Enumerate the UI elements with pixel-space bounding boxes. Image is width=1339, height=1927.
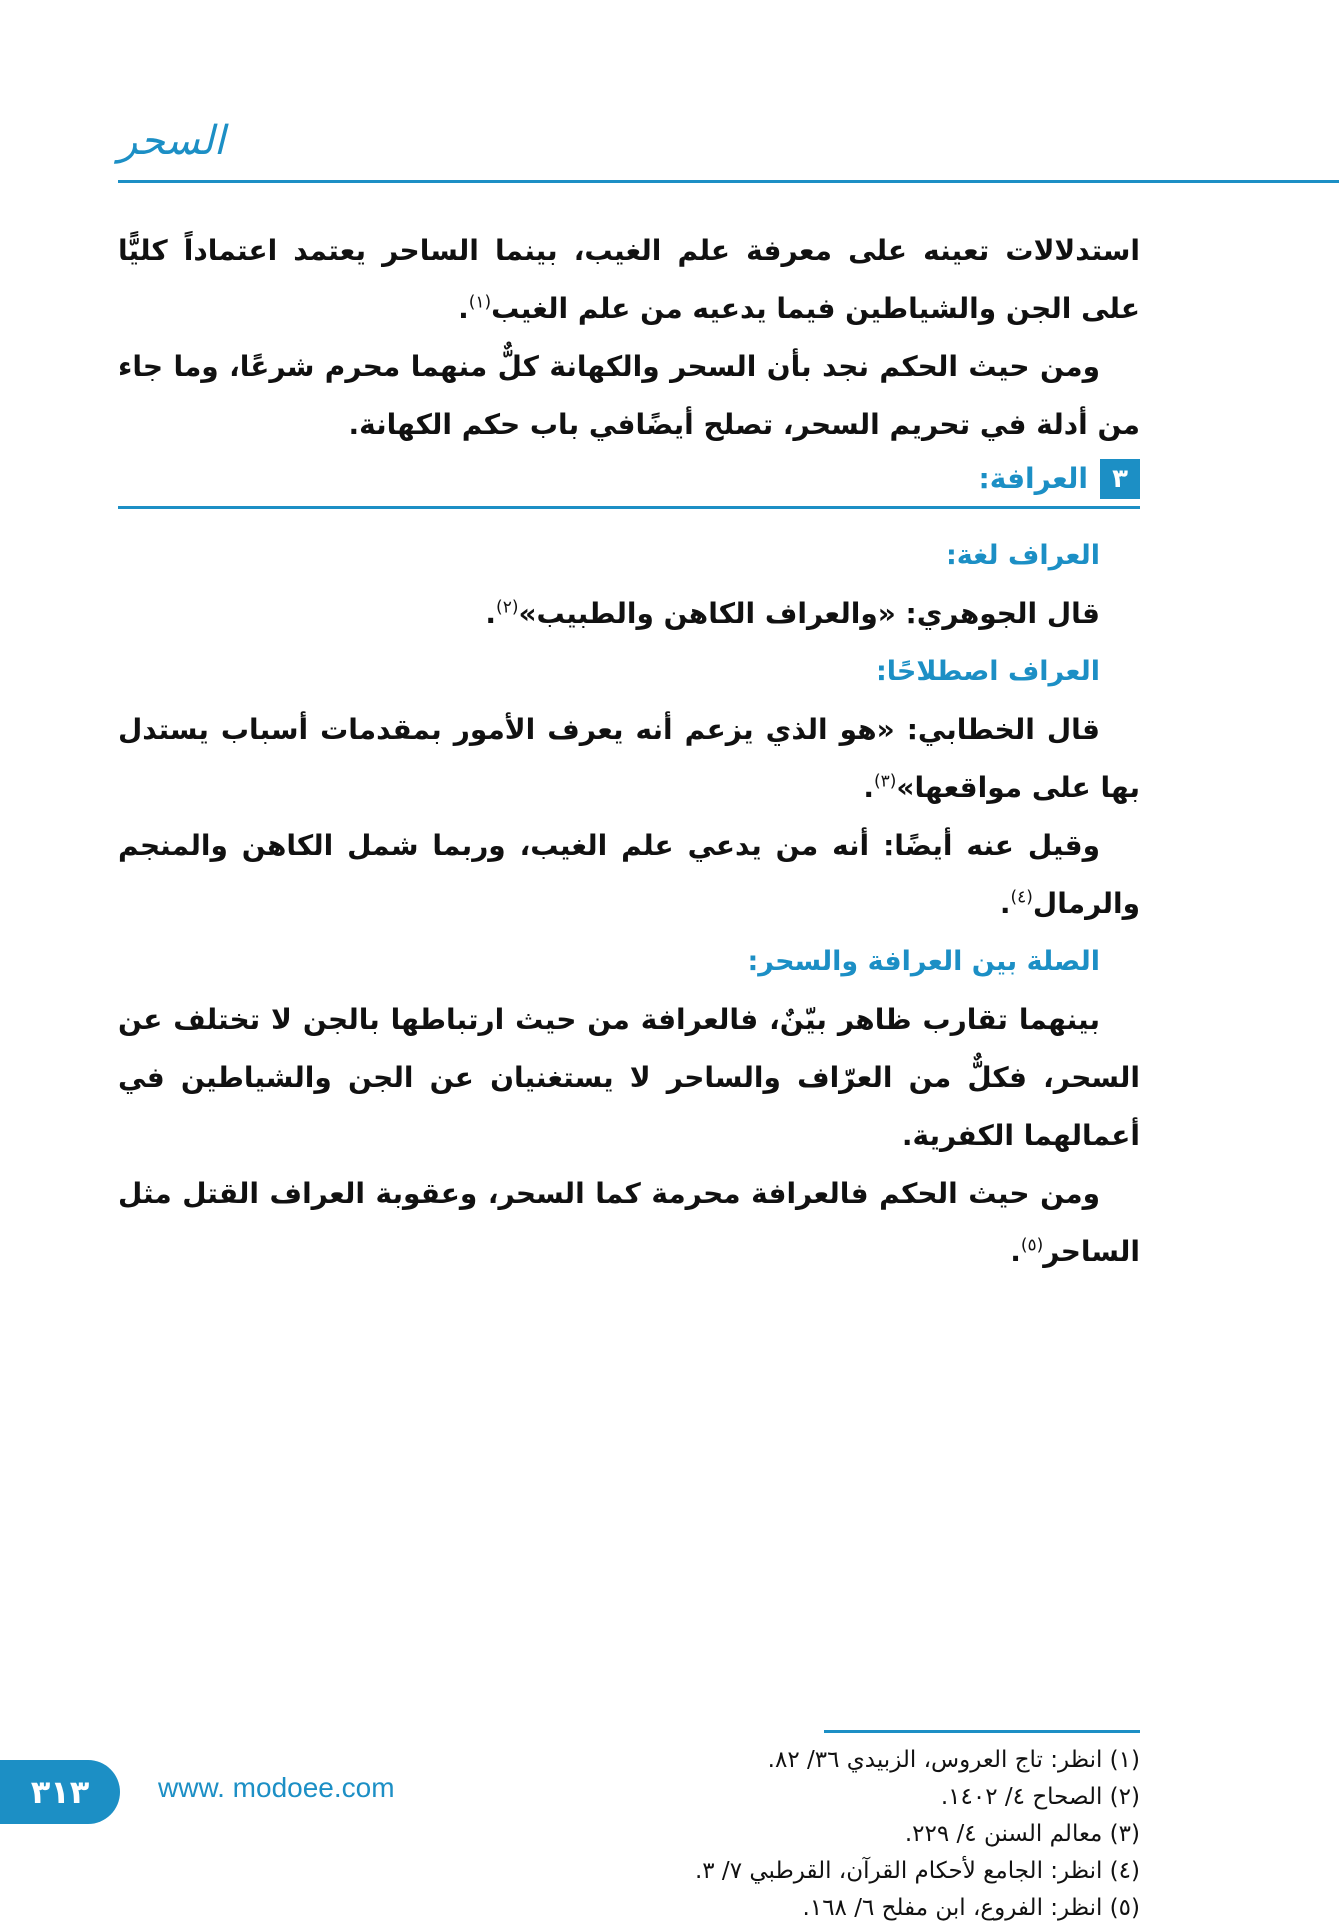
lang-def-text: قال الجوهري: «والعراف الكاهن والطبيب»	[518, 597, 1100, 630]
section-heading	[118, 456, 1140, 502]
section-number-badge: ٣	[1100, 459, 1140, 499]
footnote-item: (١) انظر: تاج العروس، الزبيدي ٣٦/ ٨٢.	[767, 1747, 1140, 1773]
section-label: العرافة:	[978, 462, 1088, 495]
paragraph-term-def: قال الخطابي: «هو الذي يزعم أنه يعرف الأمور بمقدمات أسباب يستدل بها على مواقعها»$^{(٣)}$.	[118, 713, 1140, 804]
footnote-item: (٥) انظر: الفروع، ابن مفلح ٦/ ١٦٨.	[802, 1895, 1140, 1921]
paragraph-lang-def: قال الجوهري: «والعراف الكاهن والطبيب»$^{(٢)}$.	[485, 597, 1100, 630]
paragraph-relation-2: ومن حيث الحكم فالعرافة محرمة كما السحر، وعقوبة العراف القتل مثل الساحر$^{(٥)}$.	[118, 1177, 1140, 1268]
footnote-ref-3[interactable]: (٣)	[873, 771, 897, 792]
term-def-text-2: وقيل عنه أيضًا: أنه من يدعي علم الغيب، وربما شمل الكاهن والمنجم والرمال	[118, 829, 1140, 920]
paragraph-1: استدلالات تعينه على معرفة علم الغيب، بينما الساحر يعتمد اعتماداً كليًّا على الجن والشياطين فيما يدعيه من علم الغيب$^{(١)}$.	[118, 234, 1140, 325]
footnote-item: (٢) الصحاح ٤/ ١٤٠٢.	[940, 1784, 1140, 1810]
subheading-relation: الصلة بين العرافة والسحر:	[747, 946, 1100, 977]
header-rule	[118, 180, 1339, 183]
paragraph-2: ومن حيث الحكم نجد بأن السحر والكهانة كلٌّ منهما محرم شرعًا، وما جاء من أدلة في تحريم السحر، تصلح أيضًافي باب حكم الكهانة.	[118, 350, 1140, 441]
footnote-ref-4[interactable]: (٤)	[1010, 887, 1033, 908]
footnote-ref-2[interactable]: (٢)	[496, 597, 519, 618]
paragraph-relation: بينهما تقارب ظاهر بيّنٌ، فالعرافة من حيث ارتباطها بالجن لا تختلف عن السحر، فكلٌّ من العرّاف والساحر لا يستغنيان عن الجن والشياطين في أعمالهما الكفرية.	[118, 1003, 1140, 1152]
site-url-link[interactable]: www. modoee.com	[158, 1772, 395, 1803]
footnote-ref-5[interactable]: (٥)	[1020, 1235, 1044, 1256]
main-content	[118, 222, 1140, 1281]
footnote-item: (٤) انظر: الجامع لأحكام القرآن، القرطبي ٧/ ٣.	[694, 1858, 1140, 1884]
relation-text-2: ومن حيث الحكم فالعرافة محرمة كما السحر، وعقوبة العراف القتل مثل الساحر	[118, 1177, 1140, 1268]
subheading-term-def: العراف اصطلاحًا:	[876, 656, 1100, 687]
footnote-item: (٣) معالم السنن ٤/ ٢٢٩.	[904, 1821, 1140, 1847]
subheading-lang-def: العراف لغة:	[946, 540, 1100, 571]
page-number-badge: ٣١٣	[0, 1760, 120, 1824]
footnotes	[118, 1742, 1140, 1927]
footnote-rule	[824, 1730, 1140, 1733]
term-def-text: قال الخطابي: «هو الذي يزعم أنه يعرف الأمور بمقدمات أسباب يستدل بها على مواقعها»	[118, 713, 1140, 804]
footnote-ref-1[interactable]: (١)	[468, 292, 492, 313]
running-header-title: السحر	[118, 118, 225, 164]
paragraph-1-text: استدلالات تعينه على معرفة علم الغيب، بينما الساحر يعتمد اعتماداً كليًّا على الجن والشياطين فيما يدعيه من علم الغيب	[118, 234, 1140, 325]
paragraph-term-def-2: وقيل عنه أيضًا: أنه من يدعي علم الغيب، وربما شمل الكاهن والمنجم والرمال$^{(٤)}$.	[118, 829, 1140, 920]
